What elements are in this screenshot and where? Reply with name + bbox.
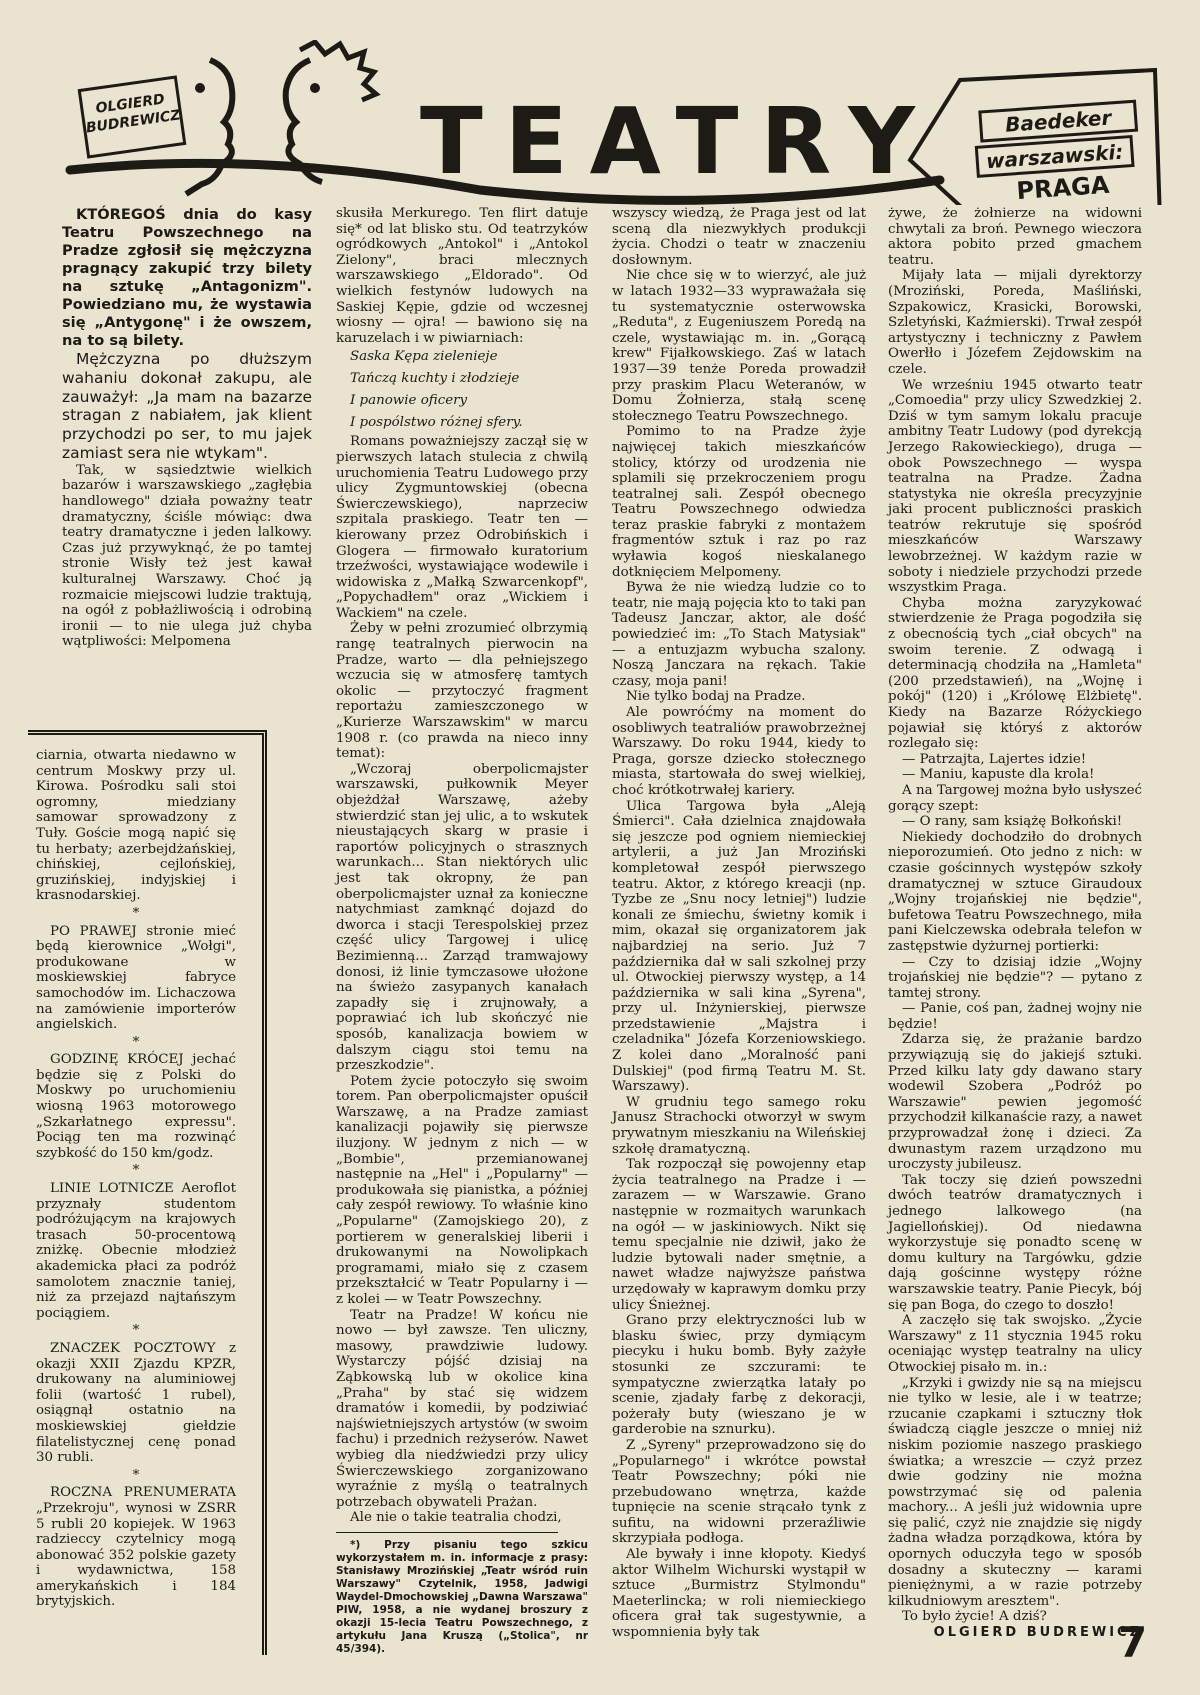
article-paragraph: Tak, w sąsiedztwie wielkich bazarów i warszawskiego „zagłębia handlowego" działa poważny teatr dramatyczny, ściśle mówiąc: dwa teatry dramatyczne i jeden lalkowy. Czas już przywyknąć, że po tamtej stronie Wisły też jest kawał kulturalnej Warszawy. Choć ją rozmaicie miejscowi ludzie traktują, na ogół z pobłażliwością i odrobiną ironii — to nie ulega już chyba wątpliwości: Melpomena bbox=[62, 462, 312, 650]
article-column-4 bbox=[888, 206, 1142, 1641]
face-eye-left bbox=[195, 83, 205, 93]
article-column-2 bbox=[336, 206, 588, 1656]
news-separator: * bbox=[132, 1163, 140, 1179]
article-paragraph: Tak toczy się dzień powszedni dwóch teatrów dramatycznych i jednego lalkowego (na Jagiellońskiej). Od niedawna wykorzystuje się ponadto scenę w domu kultury na Targówku, gdzie dają gościnne występy różne warszawskie teatry. Panie Piecyk, bój się pan Boga, do czego to doszło! bbox=[888, 1172, 1142, 1313]
article-paragraph: Pomimo to na Pradze żyje najwięcej takich mieszkańców stolicy, którzy od urodzenia nie splamili się przekroczeniem progu teatralnej sali. Zespół obecnego Teatru Powszechnego odwiedza teraz praskie fabryki z montażem fragmentów sztuk i raz po raz wyławia kogoś nieskalanego dotknięciem Melpomeny. bbox=[612, 424, 866, 580]
article-paragraph: Z „Syreny" przeprowadzono się do „Popularnego" i wkrótce powstał Teatr Powszechny; póki nie przebudowano wnętrza, każde tupnięcie na scenie strącało tynk z sufitu, na widowni przeraźliwie skrzypiała podłoga. bbox=[612, 1437, 866, 1547]
article-paragraph: Romans poważniejszy zaczął się w pierwszych latach stulecia z chwilą uruchomienia Teatru Ludowego przy ulicy Zygmuntowskiej (obecna Świerczewskiego), naprzeciw szpitala praskiego. Teatr ten — kierowany przez Odrobińskich i Glogera — firmowało kuratorium trzeźwości, wystawiające wodewile i widowiska z „Małką Szwarcenkopf", „Popychadłem" oraz „Wickiem i Wackiem" na czele. bbox=[336, 434, 588, 621]
article-paragraph: Potem życie potoczyło się swoim torem. Pan oberpolicmajster opuścił Warszawę, a na Pradze zamiast kanalizacji pojawiły się pierwsze iluzjony. W jednym z nich — w „Bombie", przemianowanej następnie na „Hel" i „Popularny" — produkowała się pianistka, a później cały zespół rewiowy. To właśnie kino „Popularne" (Zamojskiego 20), z portierem w generalskiej liberii i drukowanymi na Nowolipkach programami, miało się z czasem przekształcić w Teatr Popularny i — z kolei — w Teatr Powszechny. bbox=[336, 1073, 588, 1307]
article-paragraph: We wrześniu 1945 otwarto teatr „Comoedia" przy ulicy Szwedzkiej 2. Dziś w tym samym lokalu pracuje ambitny Teatr Ludowy (pod dyrekcją Jerzego Rakowieckiego), druga — obok Powszechnego — wyspa teatralna na Pradze. Żadna statystyka nie określa precyzyjnie jaki procent publiczności praskich teatrów rekrutuje się spośród mieszkańców Warszawy lewobrzeżnej. W każdym razie w soboty i niedziele przychodzi przede wszystkim Praga. bbox=[888, 377, 1142, 596]
article-paragraph: „Wczoraj oberpolicmajster warszawski, pułkownik Meyer objeżdżał Warszawę, ażeby stwierdzić stan jej ulic, a to wskutek nieustających skarg w prasie i raportów policyjnych o strasznych warunkach... Stan niektórych ulic jest tak okropny, że pan oberpolicmajster uznał za konieczne natychmiast zamknąć dojazd do dworca i stacji Terespolskiej przez część ulicy Targowej i ulicę Bezimienną... Zarząd tramwajowy donosi, iż linie tymczasowe ułożone na świeżo zasypanych kanałach zapadły się i zrujnowały, a poprawiać ich lub skończyć nie sposób, kanalizacja bowiem w dalszym ciągu stoi temu na przeszkodzie". bbox=[336, 761, 588, 1074]
dialogue-line: — Maniu, kapuste dla krola! bbox=[902, 767, 1095, 783]
dialogue-line: — Czy to dzisiaj idzie „Wojny trojańskiej nie będzie"? — pytano z tamtej strony. bbox=[888, 954, 1142, 1001]
news-separator: * bbox=[132, 1467, 140, 1483]
article-paragraph: Grano przy elektryczności lub w blasku świec, przy dymiącym piecyku i huku bomb. Były zażyłe stosunki ze szczurami: te sympatyczne zwierzątka latały po scenie, zjadały farbę z dekoracji, pożerały buty (wieszano je w garderobie na sznurku). bbox=[612, 1313, 866, 1438]
article-paragraph: Bywa że nie wiedzą ludzie co to teatr, nie mają pojęcia kto to taki pan Tadeusz Janczar, aktor, ale dość powiedzieć im: „To Stach Matysiak" — a entuzjazm wybucha szalony. Noszą Janczara na rękach. Takie czasy, moja pani! bbox=[612, 580, 866, 689]
face-profile-left bbox=[186, 60, 232, 194]
news-separator: * bbox=[132, 1323, 140, 1339]
article-paragraph: Żeby w pełni zrozumieć olbrzymią rangę teatralnych pierwocin na Pradze, warto — dla pełniejszego wczucia się w atmosferę tamtych okolic — przytoczyć fragment reportażu zamieszczonego w „Kurierze Warszawskim" w marcu 1908 r. (co prawda na nieco inny temat): bbox=[336, 621, 588, 762]
author-logo: OLGIERD BUDREWICZ bbox=[78, 75, 187, 158]
article-paragraph: Ulica Targowa była „Aleją Śmierci". Cała dzielnica znajdowała się jeszcze pod ogniem niemieckiej artylerii, a już Jan Mroziński kompletował zespół pierwszego teatru. Aktor, z którego kreacji (np. Tyzbe ze „Snu nocy letniej") ludzie konali ze śmiechu, świetny komik i mim, okazał się organizatorem jak najbardziej na serio. Już 7 października dał w sali szkolnej przy ul. Otwockiej pierwszy występ, a 14 października w sali kina „Syrena", przy ul. Inżynierskiej, pierwsze przedstawienie „Majstra i czeladnika" Józefa Korzeniowskiego. Z kolei dano „Moralność pani Dulskiej" (pod firmą Teatru M. St. Warszawy). bbox=[612, 798, 866, 1095]
article-paragraph: A na Targowej można było usłyszeć gorący szept: bbox=[888, 782, 1142, 814]
section-header bbox=[60, 40, 1170, 205]
news-item: ZNACZEK POCZTOWY z okazji XXII Zjazdu KPZR, drukowany na aluminiowej folii (wartość 1 rubel), osiągnął ostatnio na moskiewskiej giełdzie filatelistycznej cenę ponad 30 rubli. bbox=[36, 1340, 236, 1466]
article-paragraph: Chyba można zaryzykować stwierdzenie że Praga pogodziła się z obecnością tych „ciał obcych" na swoim terenie. Z odwagą i determinacją chodziła na „Hamleta" (200 przedstawień), na „Wojnę i pokój" (120) i „Królowę Elżbietę". Kiedy na Bazarze Różyckiego pojawiał się któryś z aktorów rozlegało się: bbox=[888, 595, 1142, 752]
badge-line2: warszawski: bbox=[975, 135, 1135, 178]
article-paragraph: To było życie! A dziś? bbox=[902, 1609, 1047, 1625]
news-box bbox=[36, 748, 236, 1610]
news-item: PO PRAWEJ stronie mieć będą kierownice „Wołgi", produkowane w moskiewskiej fabryce samochodów im. Lichaczowa na zamówienie importerów angielskich. bbox=[36, 923, 236, 1033]
badge-line1: Baedeker bbox=[978, 100, 1138, 143]
article-paragraph: wszyscy wiedzą, że Praga jest od lat sceną dla niezwykłych produkcji życia. Chodzi o teatr w znaczeniu dosłownym. bbox=[612, 206, 866, 268]
article-paragraph: skusiła Merkurego. Ten flirt datuje się* od lat blisko stu. Od teatrzyków ogródkowych „Antokol" i „Antokol Zielony", braci mlecznych warszawskiego „Eldorado". Od wielkich festynów ludowych na Saskiej Kępie, gdzie od wczesnej wiosny — ojra! — bawiono się na karuzelach i w piwiarniach: bbox=[336, 206, 588, 346]
page-number: 7 bbox=[1118, 1618, 1148, 1667]
footnote: *) Przy pisaniu tego szkicu wykorzystałem m. in. informacje z prasy: Stanisławy Mrozińskiej „Teatr wśród ruin Warszawy" Czytelnik, 1958, Jadwigi Waydel-Dmochowskiej „Dawna Warszawa" PIW, 1958, a nie wydanej broszury z okazji 15-lecia Teatru Powszechnego, z artykułu Jana Kruszą („Stolica", nr 45/394). bbox=[336, 1538, 588, 1655]
dialogue-line: — Patrzajta, Lajertes idzie! bbox=[902, 751, 1087, 767]
article-paragraph: W grudniu tego samego roku Janusz Strachocki otworzył w swym prywatnym mieszkaniu na Wileńskiej szkołę dramatyczną. bbox=[612, 1094, 866, 1157]
verse-line: I panowie oficery bbox=[350, 393, 468, 409]
article-paragraph: Ale nie o takie teatralia chodzi, bbox=[350, 1510, 562, 1526]
article-paragraph: żywe, że żołnierze na widowni chwytali za broń. Pewnego wieczora aktora pobito przed gmachem teatru. bbox=[888, 206, 1142, 268]
news-item: GODZINĘ KRÓCEJ jechać będzie się z Polski do Moskwy po uruchomieniu wiosną 1963 motorowego „Szkarłatnego expressu". Pociąg ten ma rozwinąć szybkość do 150 km/godz. bbox=[36, 1052, 236, 1161]
article-column-3 bbox=[612, 206, 866, 1641]
article-paragraph: Niekiedy dochodziło do drobnych nieporozumień. Oto jedno z nich: w czasie gościnnych występów szkoły dramatycznej w sztuce Giraudoux „Wojny trojańskiej nie będzie", bufetowa Teatru Powszechnego, miła pani Kielczewska odebrała telefon w zastępstwie dyżurnej portierki: bbox=[888, 829, 1142, 954]
section-title: TEATRY bbox=[420, 88, 937, 195]
article-paragraph: A zaczęło się tak swojsko. „Życie Warszawy" z 11 stycznia 1945 roku oceniając występ teatralny na ulicy Otwockiej pisało m. in.: bbox=[888, 1313, 1142, 1375]
face-eye-right bbox=[310, 83, 320, 93]
article-paragraph: Ale powróćmy na moment do osobliwych teatraliów prawobrzeżnej Warszawy. Do roku 1944, kiedy to Praga, gorsze dziecko stołecznego miasta, startowała do swej wielkiej, choć krótkotrwałej kariery. bbox=[612, 705, 866, 798]
badge-line3: PRAGA bbox=[1015, 170, 1111, 206]
article-paragraph: Tak rozpoczął się powojenny etap życia teatralnego na Pradze i — zarazem — w Warszawie. Grano następnie w rozmaitych warunkach na ogół — w jaskiniowych. Nikt się temu specjalnie nie dziwił, jako że ludzie bytowali nader smętnie, a nawet władze najwyższe państwa urzędowały w kaprawym domku przy ulicy Śnieżnej. bbox=[612, 1157, 866, 1313]
article-column-1 bbox=[62, 206, 312, 650]
article-paragraph: Ale bywały i inne kłopoty. Kiedyś aktor Wilhelm Wichurski wystąpił w sztuce „Burmistrz Stylmondu" Maeterlincka; w roli niemieckiego oficera grał tak sugestywnie, a wspomnienia były tak bbox=[612, 1547, 866, 1641]
news-item: ROCZNA PRENUMERATA „Przekroju", wynosi w ZSRR 5 rubli 20 kopiejek. W 1963 radzieccy czytelnicy mogą abonować 352 polskie gazety i wydawnictwa, 158 amerykańskich i 184 brytyjskich. bbox=[36, 1485, 236, 1610]
verse-line: Tańczą kuchty i złodzieje bbox=[350, 371, 520, 387]
footnote-divider bbox=[336, 1532, 558, 1533]
news-separator: * bbox=[132, 1034, 140, 1050]
news-separator: * bbox=[132, 905, 140, 921]
dialogue-line: — Panie, coś pan, żadnej wojny nie będzie! bbox=[888, 1001, 1142, 1032]
author-signature: OLGIERD BUDREWICZ bbox=[933, 1625, 1142, 1641]
article-paragraph: Zdarza się, że prażanie bardzo przywiązują się do jakiejś sztuki. Przed kilku laty gdy dawano stary wodewil Szobera „Podróż po Warszawie" pewien jegomość przychodził kilkanaście razy, a nawet przyprowadzał żonę i dzieci. Za dwunastym razem urządzono mu uroczysty jubileusz. bbox=[888, 1032, 1142, 1173]
article-paragraph: Nie tylko bodaj na Pradze. bbox=[626, 689, 806, 705]
article-lead: KTÓREGOŚ dnia do kasy Teatru Powszechnego na Pradze zgłosił się mężczyzna pragnący zakupić trzy bilety na sztukę „Antagonizm". Powiedziano mu, że wystawia się „Antygonę" i że owszem, na to są bilety. bbox=[62, 206, 312, 349]
article-paragraph: Nie chce się w to wierzyć, ale już w latach 1932—33 wypraważała się tu systematycznie osterwowska „Reduta", z Eugeniuszem Poredą na czele, wystawiając m. in. „Gorącą krew" Fijałkowskiego. Zaś w latach 1937—39 tenże Poreda prowadził przy praskim Placu Weteranów, w Domu Żołnierza, stałą scenę stołecznego Teatru Powszechnego. bbox=[612, 268, 866, 424]
news-item: LINIE LOTNICZE Aeroflot przyznały studentom podróżującym na krajowych trasach 50-procentową zniżkę. Obecnie młodzież akademicka płaci za podróż samolotem znacznie taniej, niż za przejazd najtańszym pociągiem. bbox=[36, 1181, 236, 1321]
baedeker-badge bbox=[972, 99, 1149, 223]
verse-line: Saska Kępa zielenieje bbox=[350, 349, 498, 365]
article-paragraph: Mężczyzna po dłuższym wahaniu dokonał zakupu, ale zauważył: „Ja mam na bazarze stragan z nabiałem, jak klient przychodzi po ser, to mu jajek zamiast sera nie wtykam". bbox=[62, 350, 312, 462]
article-paragraph: Teatr na Pradze! W końcu nie nowo — był zawsze. Ten uliczny, masowy, prawdziwie ludowy. Wystarczy pójść dzisiaj na Ząbkowską lub w okolice kina „Praha" by stać się widzem dramatów i komedii, by podziwiać najświetniejszych artystów (w swoim fachu) i przednich reżyserów. Nawet wybieg dla niedźwiedzi przy ulicy Świerczewskiego zorganizowano wyraźnie z myślą o teatralnych potrzebach obywateli Prażan. bbox=[336, 1307, 588, 1510]
news-item: ciarnia, otwarta niedawno w centrum Moskwy przy ul. Kirowa. Pośrodku sali stoi ogromny, miedziany samowar sprowadzony z Tuły. Goście mogą napić się tu herbaty; azerbejdżańskiej, chińskiej, cejlońskiej, gruzińskiej, indyjskiej i krasnodarskiej. bbox=[36, 748, 236, 904]
quote-paragraph: „Krzyki i gwizdy nie są na miejscu nie tylko w lesie, ale i w teatrze; rzucanie czapkami i sztuczny tłok świadczą ciągle jeszcze o mniej niż niskim poziomie naszego praskiego światka; a wreszcie — czyż przez dwie godziny nie można powstrzymać się od palenia machory... A jeśli już widownia upre się palić, czyż nie znajdzie się nigdy żadna władza porządkowa, która by opornych oduczyła tego w sposób dosadny a skuteczny — karami pieniężnymi, a w razie potrzeby kilkudniowym aresztem". bbox=[888, 1375, 1142, 1609]
dialogue-line: — O rany, sam książę Bołkoński! bbox=[902, 814, 1123, 830]
verse-line: I pospólstwo różnej sfery. bbox=[350, 415, 523, 431]
article-paragraph: Mijały lata — mijali dyrektorzy (Mroziński, Poreda, Maśliński, Szpakowicz, Krasicki, Borowski, Szletyński, Kaźmierski). Trwał zespół artystyczny i techniczny z Pawłem Owerłło i Józefem Zejdowskim na czele. bbox=[888, 268, 1142, 377]
